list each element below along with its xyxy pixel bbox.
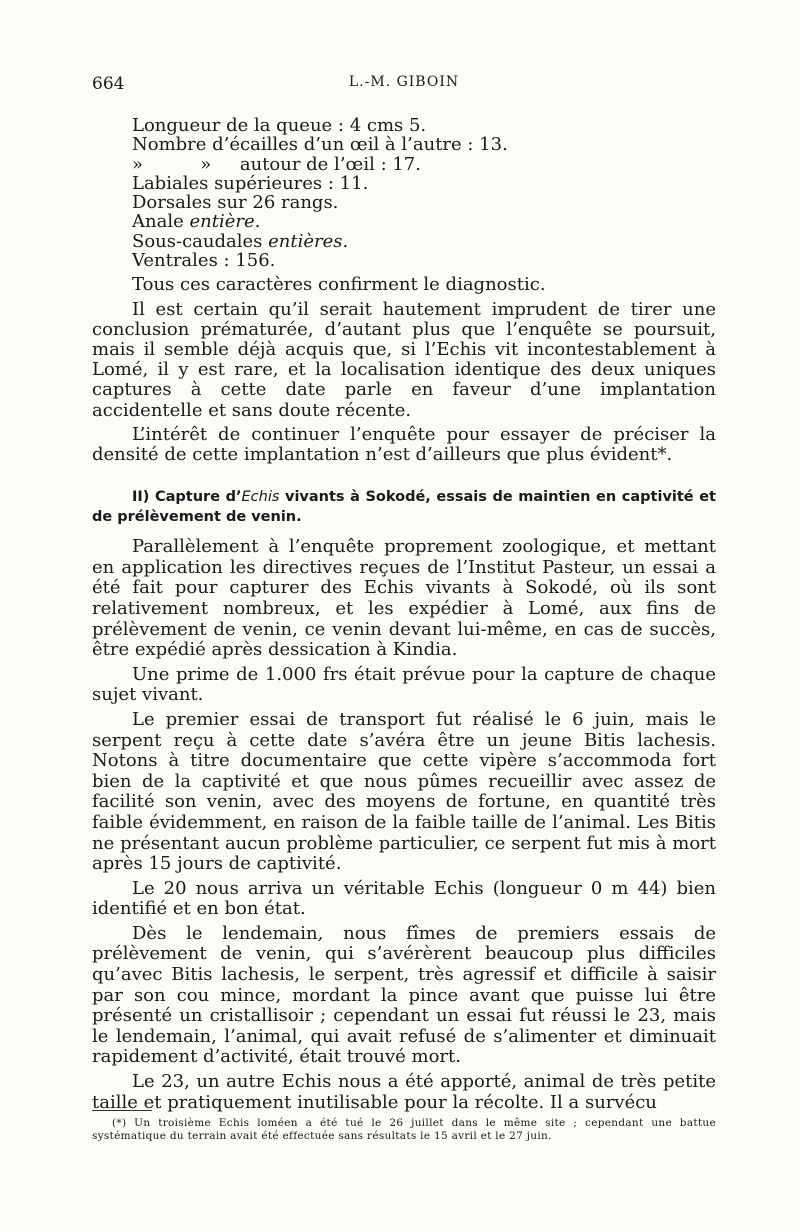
- paragraph: Parallèlement à l’enquête proprement zoologique, et mettant en application les directives reçues de l’Institut Pasteur, un essai a été fait pour capturer des Echis vivants à Sokodé, où ils sont relativement nombreux, et les expédier à Lomé, aux fins de prélèvement de venin, ce venin devant lui-même, en cas de succès, être expédié après dessication à Kindia.: [92, 536, 716, 661]
- list-item: Dorsales sur 26 rangs.: [132, 192, 339, 214]
- list-item: » » autour de l’œil : 17.: [132, 153, 421, 175]
- paragraph: Une prime de 1.000 frs était prévue pour la capture de chaque sujet vivant.: [92, 663, 716, 706]
- paragraph: Il est certain qu’il serait hautement imprudent de tirer une conclusion prématurée, d’autant plus que l’enquête se poursuit, mais il semble déjà acquis que, si l’Echis vit incontestablement à Lomé, il y est rare, et la localisation identique des deux uniques captures à cette date parle en faveur d’une implantation accidentelle et sans doute récente.: [92, 298, 716, 421]
- list-item: Nombre d’écailles d’un œil à l’autre : 13.: [132, 134, 508, 156]
- list-item: Longueur de la queue : 4 cms 5.: [132, 115, 427, 136]
- paragraph: Dès le lendemain, nous fîmes de premiers essais de prélèvement de venin, qui s’avérèrent beaucoup plus difficiles qu’avec Bitis lachesis, le serpent, très agressif et difficile à saisir par son cou mince, mordant la pince avant que puisse lui être présenté un cristallisoir ; cependant un essai fut réussi le 23, mais le lendemain, l’animal, qui avait refusé de s’alimenter et diminuait rapidement d’activité, était trouvé mort.: [92, 922, 716, 1068]
- paragraph: Tous ces caractères confirment le diagnostic.: [132, 274, 546, 296]
- page: [92, 74, 716, 1117]
- paragraph: Le 23, un autre Echis nous a été apporté, animal de très petite taille et pratiquement inutilisable pour la récolte. Il a survécu: [92, 1071, 716, 1113]
- paragraph: L’intérêt de continuer l’enquête pour essayer de préciser la densité de cette implantation n’est d’ailleurs que plus évident*.: [92, 423, 716, 465]
- paragraph: Le premier essai de transport fut réalisé le 6 juin, mais le serpent reçu à cette date s’avéra être un jeune Bitis lachesis. Notons à titre documentaire que cette vipère s’accommoda fort bien de la captivité et que nous pûmes recueillir avec assez de facilité son venin, avec des moyens de fortune, en quantité très faible évidemment, en raison de la faible taille de l’animal. Les Bitis ne présentant aucun problème particulier, ce serpent fut mis à mort après 15 jours de captivité.: [92, 708, 716, 875]
- footnote: (*) Un troisième Echis loméen a été tué le 26 juillet dans le même site ; cependant une battue systématique du terrain avait été effectuée sans résultats le 15 avril et le 27 juin.: [92, 1117, 716, 1142]
- footnote-rule: [92, 1110, 152, 1111]
- specimen-list: [132, 116, 716, 270]
- section-heading: II) Capture d’Echis vivants à Sokodé, essais de maintien en captivité et de prélèvement de venin.: [92, 489, 716, 526]
- list-item: Anale entière.: [132, 211, 261, 233]
- paragraph: Le 20 nous arriva un véritable Echis (longueur 0 m 44) bien identifié et en bon état.: [92, 877, 716, 920]
- list-item: Sous-caudales entières.: [132, 230, 349, 252]
- list-item: Labiales supérieures : 11.: [132, 172, 369, 194]
- section-body: [92, 537, 716, 1113]
- running-header: [92, 74, 716, 98]
- list-item: Ventrales : 156.: [132, 250, 276, 272]
- running-author: L.-M. GIBOIN: [348, 74, 460, 90]
- page-number: 664: [92, 74, 125, 94]
